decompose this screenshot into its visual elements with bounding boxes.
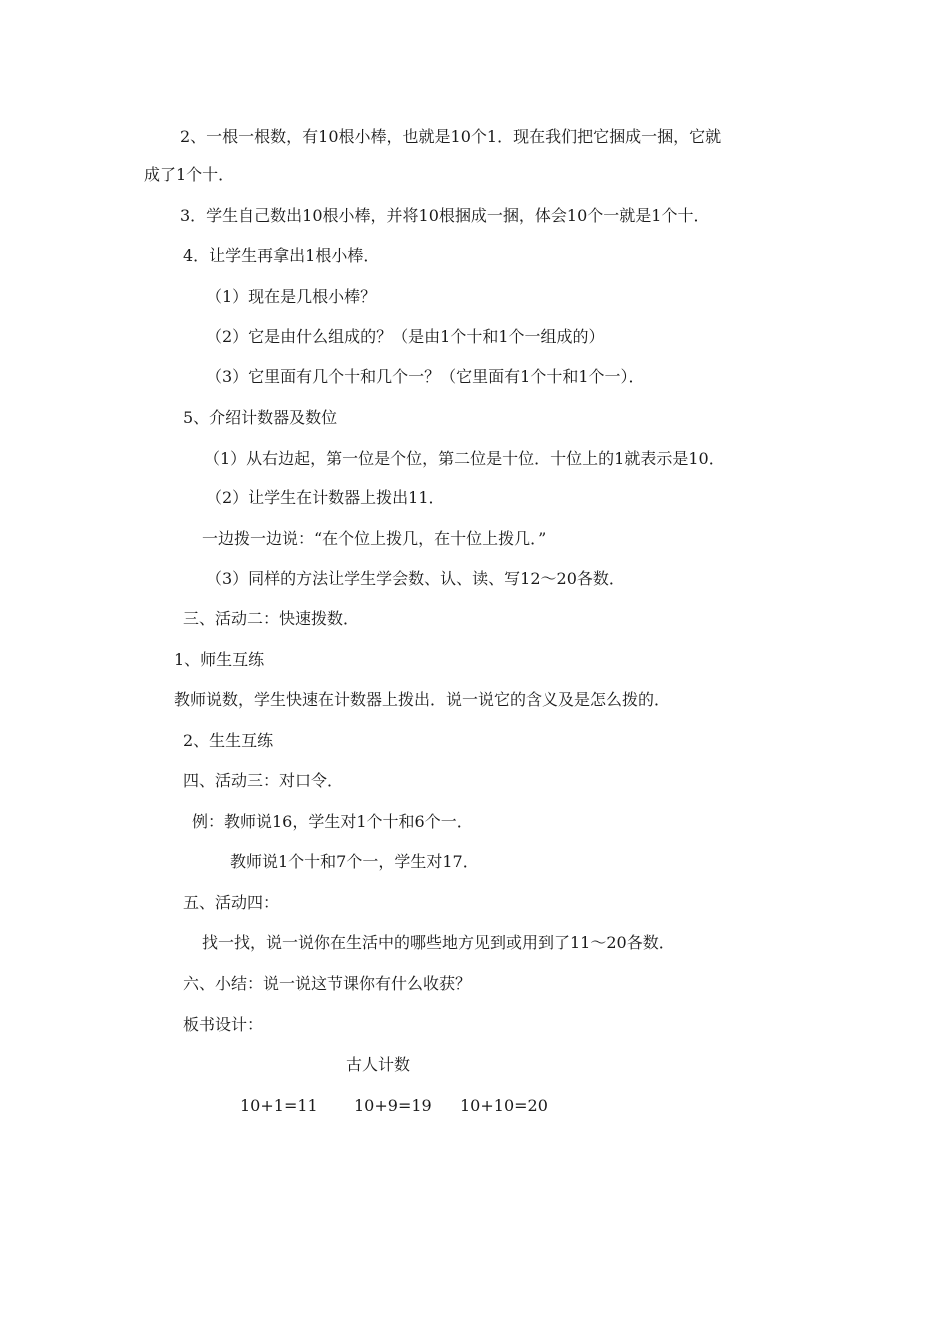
board-title: 古人计数 <box>346 1055 411 1074</box>
para-5-item3: （3）同样的方法让学生学会数、认、读、写12～20各数． <box>206 569 625 588</box>
section-4-example2: 教师说1个十和7个一，学生对17． <box>230 852 479 871</box>
para-4-q1: （1）现在是几根小棒？ <box>206 287 377 306</box>
para-4-q2: （2）它是由什么组成的？（是由1个十和1个一组成的） <box>206 327 605 346</box>
section-5-heading: 五、活动四： <box>183 893 280 912</box>
formula: 10+10=20 <box>460 1096 548 1115</box>
para-2-line1: 2、一根一根数，有10根小棒，也就是10个1．现在我们把它捆成一捆，它就 <box>180 127 722 146</box>
para-5-item1: （1）从右边起，第一位是个位，第二位是十位．十位上的1就表示是10． <box>204 449 725 468</box>
formula: 10+1=11 <box>240 1096 318 1115</box>
para-5-item2-note: 一边拨一边说：“在个位上拨几，在十位上拨几．” <box>202 529 547 548</box>
section-4-heading: 四、活动三：对口令． <box>183 771 344 790</box>
para-4: 4．让学生再拿出1根小棒． <box>183 246 380 265</box>
para-5-heading: 5、介绍计数器及数位 <box>183 408 338 427</box>
section-5-desc: 找一找，说一说你在生活中的哪些地方见到或用到了11～20各数． <box>202 933 675 952</box>
section-3-heading: 三、活动二：快速拨数． <box>183 609 360 628</box>
board-design-label: 板书设计： <box>183 1015 264 1034</box>
board-formulas <box>240 1095 548 1117</box>
section-4-example1: 例：教师说16，学生对1个十和6个一． <box>192 812 473 831</box>
para-4-q3: （3）它里面有几个十和几个一？（它里面有1个十和1个一）． <box>206 367 645 386</box>
para-3: 3．学生自己数出10根小棒，并将10根捆成一捆，体会10个一就是1个十． <box>180 206 710 225</box>
section-3-item2: 2、生生互练 <box>183 731 274 750</box>
para-5-item2: （2）让学生在计数器上拨出11． <box>206 488 445 507</box>
formula: 10+9=19 <box>354 1096 432 1115</box>
section-3-item1-desc: 教师说数，学生快速在计数器上拨出．说一说它的含义及是怎么拨的． <box>174 690 671 709</box>
para-2-line2: 成了1个十． <box>144 165 235 184</box>
section-6-summary: 六、小结：说一说这节课你有什么收获？ <box>183 974 472 993</box>
section-3-item1: 1、师生互练 <box>174 650 265 669</box>
